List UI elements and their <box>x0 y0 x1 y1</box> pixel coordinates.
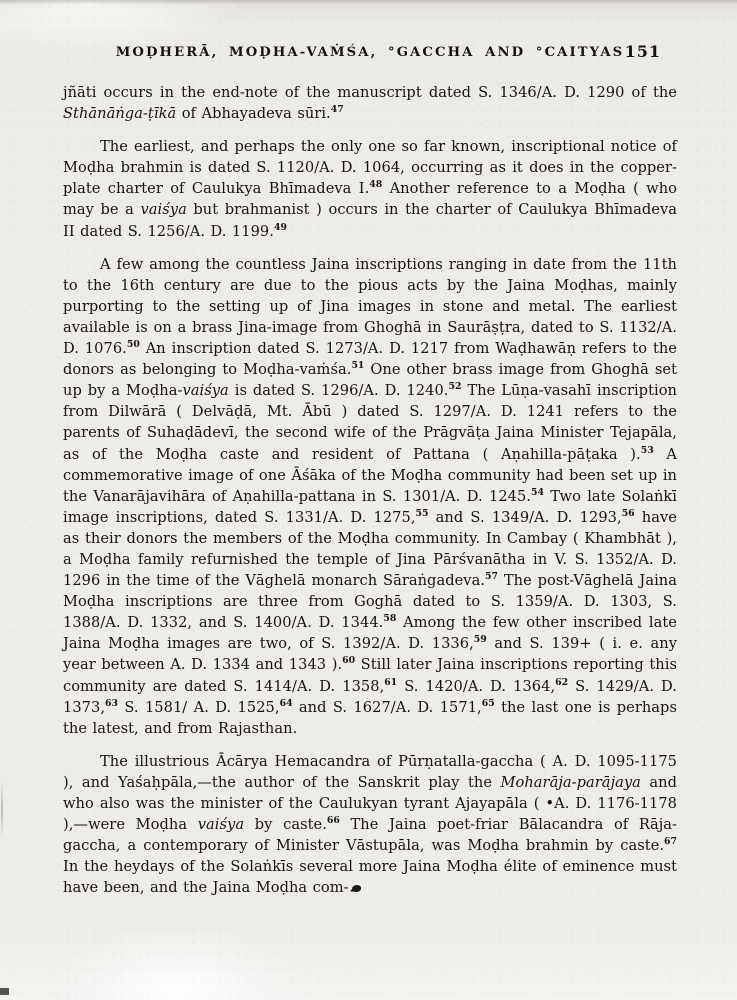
scan-top-edge-shadow <box>0 0 737 5</box>
footnote-reference: 64 <box>279 697 293 709</box>
text-segment: Moharāja-parājaya <box>500 773 641 791</box>
footnote-reference: 63 <box>105 697 118 709</box>
footnote-reference: 52 <box>448 381 462 393</box>
footnote-reference: 51 <box>351 360 365 372</box>
text-segment: A few among the countless Jaina inscriptions ranging in date from the 11th to the 16th century are due to the pious acts by the Jaina Moḍhas, mainly purporting to the setting up of Jina images in stone and metal. The earliest available is on a brass Jina-image from Ghoghā in Saurāṣṭra, dated to S. 1132/A. D. 1076. <box>63 255 677 358</box>
running-title: MOḌHERĀ, MOḌHA-VAṀŚA, °GACCHA AND °CAITYAS <box>115 45 625 60</box>
footnote-reference: 61 <box>384 676 398 688</box>
text-segment: The post-Vāghelā Jaina Moḍha inscriptions are three from Goghā dated to S. 1359/A. D. 1303, S. 1388/A. D. 1332, and S. 1400/A. D. 1344. <box>63 572 678 632</box>
footnote-reference: 57 <box>485 571 498 583</box>
text-segment: Still later Jaina inscriptions reporting this community are dated S. 1414/A. D. 1358, <box>63 656 677 695</box>
text-segment: The Lūṇa-vasahī inscription from Dilwārā ( Delvāḍā, Mt. Ābū ) dated S. 1297/A. D. 1241 refers to the parents of Suhaḍādevī, the second wife of the Prāgvāṭa Jaina Minister Tejapāla, as of the Moḍha caste and resident of Pattana ( Aṇahilla-pāṭaka ). <box>63 382 677 463</box>
text-segment: The earliest, and perhaps the only one so far known, inscriptional notice of Moḍha brahmin is dated S. 1120/A. D. 1064, occurring as it does in the copper-plate charter of Caulukya Bhīmadeva I. <box>63 138 677 198</box>
paragraph <box>63 136 677 241</box>
footnote-reference: 62 <box>555 676 569 688</box>
text-segment: and S. 1627/A. D. 1571, <box>292 698 482 716</box>
text-segment: S. 1420/A. D. 1364, <box>397 677 556 695</box>
footnote-reference: 49 <box>273 221 287 233</box>
footnote-reference: 55 <box>415 507 429 519</box>
text-segment: but brahmanist ) occurs in the charter of Caulukya Bhīmadeva II dated S. 1256/A. D. 1199. <box>63 201 677 240</box>
text-segment: is dated S. 1296/A. D. 1240. <box>228 382 449 400</box>
text-segment: by caste. <box>244 816 327 834</box>
paragraph <box>63 751 677 899</box>
footnote-reference: 65 <box>481 697 495 709</box>
text-segment: In the heydays of the Solaṅkīs several more Jaina Moḍha élite of eminence must have been, and the Jaina Moḍha com- <box>63 858 677 897</box>
page-header <box>63 42 677 67</box>
page-number: 151 <box>624 42 661 61</box>
text-segment: One other brass image from Ghoghā set up by a Moḍha- <box>63 361 677 400</box>
text-segment: A commemorative image of one Āśāka of the Moḍha community had been set up in the Vanarājavihāra of Aṇahilla-pattana in S. 1301/A. D. 1245. <box>63 445 678 505</box>
text-segment: Two late Solaṅkī image inscriptions, dated S. 1331/A. D. 1275, <box>63 487 677 526</box>
footnote-reference: 66 <box>326 815 340 827</box>
footnote-reference: 50 <box>126 339 140 351</box>
scan-left-scratch <box>1 778 3 840</box>
scan-corner-mark <box>0 988 9 995</box>
text-segment: vaiśya <box>140 201 187 219</box>
paragraph <box>63 82 677 124</box>
footnote-reference: 59 <box>473 634 487 646</box>
paragraph <box>63 254 677 739</box>
text-segment: jñāti occurs in the end-note of the manuscript dated S. 1346/A. D. 1290 of the <box>63 84 677 101</box>
text-segment: and S. 1349/A. D. 1293, <box>428 508 622 526</box>
text-segment: vaiśya <box>182 382 229 400</box>
text-segment: An inscription dated S. 1273/A. D. 1217 from Waḍhawāṇ refers to the donors as belonging to Moḍha-vaṁśa. <box>63 340 677 379</box>
text-segment: Another reference to a Moḍha ( who may be a <box>63 180 678 219</box>
text-segment: have as their donors the members of the Moḍha community. In Cambay ( Khambhāt ), a Moḍha family refurnished the temple of Jina Pārśvanātha in V. S. 1352/A. D. 1296 in the time of the Vāghelā monarch Sāraṅgadeva. <box>63 508 677 590</box>
text-segment: the last one is perhaps the latest, and from Rajasthan. <box>63 698 677 737</box>
ink-blot-mark <box>352 885 361 892</box>
text-segment: of Abhayadeva sūri. <box>176 105 331 123</box>
text-segment: Among the few other inscribed late Jaina Moḍha images are two, of S. 1392/A. D. 1336, <box>63 614 677 653</box>
text-segment: The Jaina poet-friar Bālacandra of Rāja-gaccha, a contemporary of Minister Vāstupāla, was Moḍha brahmin by caste. <box>63 816 678 855</box>
footnote-reference: 47 <box>330 104 344 116</box>
footnote-reference: 56 <box>621 507 635 519</box>
body-text <box>63 82 677 910</box>
text-segment: Sthānāṅga-ṭīkā <box>63 105 177 123</box>
footnote-reference: 67 <box>664 836 677 848</box>
footnote-reference: 53 <box>640 444 654 456</box>
text-segment: vaiśya <box>197 816 245 834</box>
footnote-reference: 60 <box>342 655 356 667</box>
text-segment: and S. 139+ ( i. e. any year between A. D. 1334 and 1343 ). <box>63 635 677 674</box>
footnote-reference: 58 <box>383 613 397 625</box>
footnote-reference: 48 <box>369 179 383 191</box>
text-segment: S. 1581/ A. D. 1525, <box>117 698 280 716</box>
footnote-reference: 54 <box>531 486 544 498</box>
text-segment: and who also was the minister of the Caulukyan tyrant Ajayapāla ( •A. D. 1176-1178 ),—were Moḍha <box>63 773 677 834</box>
text-segment: The illustrious Ācārya Hemacandra of Pūrṇatalla-gaccha ( A. D. 1095-1175 ), and Yaśaḥpāla,—the author of the Sanskrit play the <box>63 752 677 791</box>
text-segment: S. 1429/A. D. 1373, <box>63 677 677 716</box>
